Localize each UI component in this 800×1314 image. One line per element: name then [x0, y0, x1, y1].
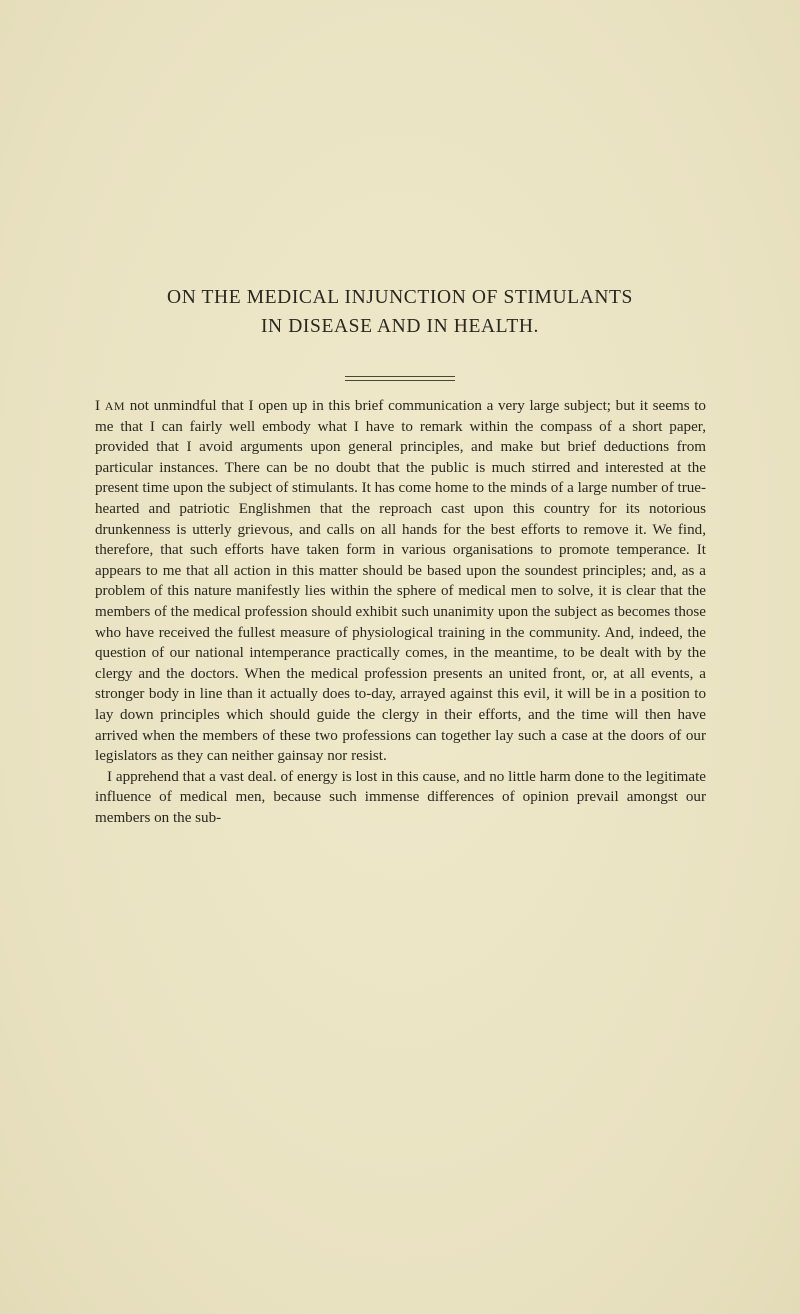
article-title	[60, 283, 740, 341]
title-line-1: ON THE MEDICAL INJUNCTION OF STIMULANTS	[167, 287, 633, 308]
body-text	[95, 396, 706, 828]
paragraph-1	[95, 396, 706, 767]
rule-line-bottom	[345, 380, 455, 381]
opening-smallcaps: AM	[104, 399, 126, 413]
opening-initial: I	[95, 398, 105, 414]
double-rule-divider	[345, 376, 455, 383]
paragraph-2: I apprehend that a vast deal. of energy is lost in this cause, and no little harm done to the legitimate influence of medical men, because such immense differences of opinion prevail amongst our members on the sub-	[95, 768, 706, 826]
paragraph-1-text: not unmindful that I open up in this brief communication a very large subject; but it seems to me that I can fairly well embody what I have to remark within the compass of a short paper, provided that I avoid arguments upon general principles, and make but brief deductions from particular instances. There can be no doubt that the public is much stirred and interested at the present time upon the subject of stimulants. It has come home to the minds of a large number of true-hearted and patriotic Englishmen that the reproach cast upon this country for its notorious drunkenness is utterly grievous, and calls on all hands for the best efforts to remove it. We find, therefore, that such efforts have taken form in various organisations to promote temperance. It appears to me that all action in this matter should be based upon the soundest principles; and, as a problem of this nature manifestly lies within the sphere of medical men to solve, it is clear that the members of the medical profession should exhibit such unanimity upon the subject as becomes those who have received the fullest measure of physiological training in the community. And, indeed, the question of our national intemperance practically comes, in the meantime, to be dealt with by the clergy and the doctors. When the medical profession presents an united front, or, at all events, a stronger body in line than it actually does to-day, arrayed against this evil, it will be in a position to lay down principles which should guide the clergy in their efforts, and the time will then have arrived when the members of these two professions can together lay such a case at the doors of our legislators as they can neither gainsay nor resist.	[95, 398, 706, 765]
rule-line-top	[345, 376, 455, 377]
title-line-2: IN DISEASE AND IN HEALTH.	[260, 316, 540, 337]
